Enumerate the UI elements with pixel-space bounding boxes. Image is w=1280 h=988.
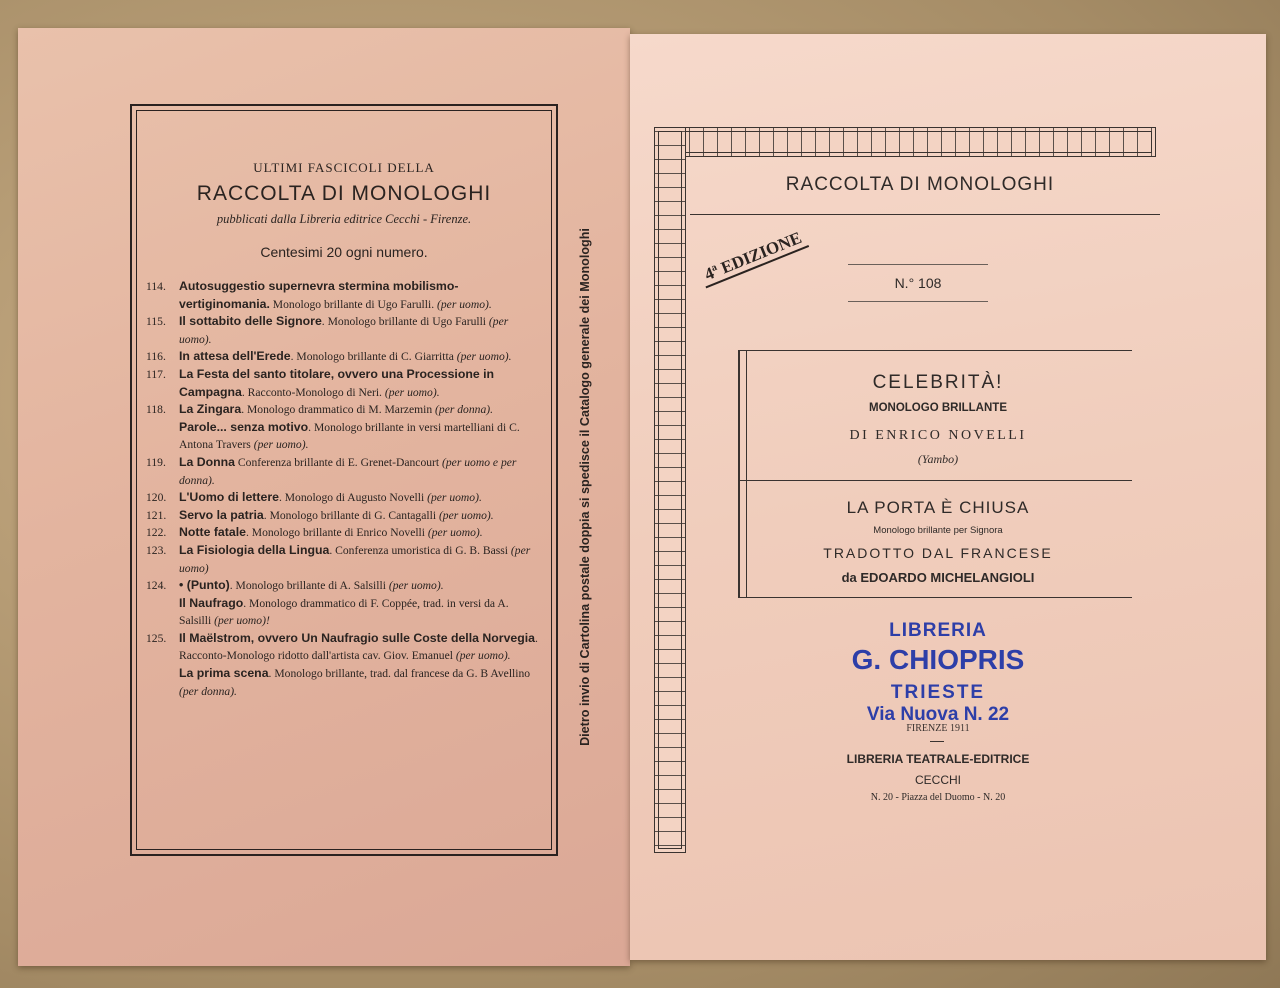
catalog-item-audience: (per uomo). bbox=[179, 315, 509, 346]
catalog-item-title: Servo la patria bbox=[179, 507, 264, 522]
catalog-title: RACCOLTA DI MONOLOGHI bbox=[196, 182, 492, 205]
catalog-item bbox=[146, 313, 540, 348]
catalog-item-title: Notte fatale bbox=[179, 525, 246, 540]
catalog-item-title: In attesa dell'Erede bbox=[179, 349, 291, 364]
catalog-item-audience: (per uomo). bbox=[385, 579, 444, 593]
catalog-item-desc: . Monologo drammatico di M. Marzemin bbox=[241, 403, 433, 417]
catalog-list bbox=[146, 278, 540, 700]
stamp-city: TRIESTE bbox=[890, 682, 986, 703]
catalog-item-title: • (Punto) bbox=[179, 578, 230, 593]
catalog-item bbox=[146, 595, 540, 630]
catalog-item bbox=[146, 348, 540, 366]
catalog-item-audience: (per uomo e per donna). bbox=[179, 455, 517, 487]
work1-author: DI ENRICO NOVELLI bbox=[849, 428, 1027, 443]
issue-number: N.° 108 bbox=[848, 264, 988, 302]
catalog-item-desc: . Monologo brillante in versi martelliani di C. Antona Travers bbox=[179, 420, 520, 452]
catalog-item-title: Il sottabito delle Signore bbox=[179, 314, 322, 329]
catalog-item-audience: (per donna). bbox=[432, 403, 493, 417]
catalog-frame bbox=[130, 104, 558, 856]
catalog-item-title: La Zingara bbox=[179, 402, 242, 417]
catalog-price: Centesimi 20 ogni numero. bbox=[260, 244, 428, 260]
catalog-item-audience: (per donna). bbox=[179, 684, 237, 698]
side-note bbox=[573, 128, 597, 846]
catalog-item-desc: Monologo brillante di Ugo Farulli. bbox=[269, 297, 435, 311]
catalog-item-title: L'Uomo di lettere bbox=[179, 490, 279, 505]
catalog-item-number: 114. bbox=[146, 280, 166, 293]
catalog-item-title: La Festa del santo titolare, ovvero una Processione in Campagna bbox=[179, 366, 495, 399]
catalog-item-number: 117. bbox=[146, 367, 166, 381]
work2-title: LA PORTA È CHIUSA bbox=[846, 498, 1030, 517]
catalog-item-desc: . Monologo brillante di Ugo Farulli bbox=[321, 315, 487, 329]
catalog-item-desc: . Racconto-Monologo ridotto dall'artista cav. Giov. Emanuel bbox=[179, 631, 538, 663]
catalog-item-desc: . Monologo brillante di A. Salsilli bbox=[229, 579, 386, 593]
catalog-item-number: 125. bbox=[146, 631, 167, 645]
work1-subtitle: MONOLOGO BRILLANTE bbox=[869, 402, 1007, 414]
work1-pseudonym: (Yambo) bbox=[917, 452, 959, 466]
catalog-item-audience: (per uomo). bbox=[381, 385, 440, 399]
catalog-item bbox=[146, 419, 540, 454]
ornamental-border-top bbox=[654, 127, 1156, 157]
catalog-item bbox=[146, 507, 540, 525]
catalog-item-desc: . Monologo drammatico di F. Coppée, trad. in versi da A. Salsilli bbox=[179, 596, 509, 628]
catalog-item-audience: (per uomo) bbox=[179, 543, 531, 575]
catalog-item-desc: . Monologo brillante, trad. dal francese da G. B Avellino bbox=[268, 667, 531, 681]
catalog-item-audience: (per uomo). bbox=[436, 508, 494, 522]
work2-subtitle: Monologo brillante per Signora bbox=[873, 525, 1003, 536]
catalog-item-audience: (per uomo). bbox=[425, 526, 483, 540]
catalog-item-number: 118. bbox=[146, 403, 166, 417]
catalog-item-number: 120. bbox=[146, 491, 167, 505]
publisher-name: CECCHI bbox=[914, 773, 961, 787]
catalog-item-audience: (per uomo). bbox=[452, 649, 511, 663]
works-box-divider bbox=[738, 480, 1132, 481]
stamp-address: Via Nuova N. 22 bbox=[866, 704, 1010, 725]
ornamental-border-left bbox=[654, 127, 686, 853]
series-title: RACCOLTA DI MONOLOGHI bbox=[785, 174, 1055, 195]
catalog-item-audience: (per uomo). bbox=[424, 491, 482, 505]
catalog-item-number: 123. bbox=[146, 543, 167, 557]
catalog-item-desc: Conferenza brillante di E. Grenet-Dancourt bbox=[235, 455, 440, 469]
catalog-item bbox=[146, 542, 540, 577]
catalog-item-audience: (per uomo)! bbox=[211, 614, 270, 628]
catalog-header-small: ULTIMI FASCICOLI DELLA bbox=[253, 160, 435, 175]
separator-dash bbox=[930, 741, 944, 742]
catalog-item bbox=[146, 665, 540, 700]
work2-translated: TRADOTTO DAL FRANCESE bbox=[823, 545, 1053, 561]
catalog-item bbox=[146, 401, 540, 419]
place-year: FIRENZE 1911 bbox=[906, 723, 970, 734]
work1-title: CELEBRITÀ! bbox=[872, 372, 1004, 393]
work2-translator: da EDOARDO MICHELANGIOLI bbox=[841, 570, 1035, 585]
works-box-top-rule bbox=[738, 350, 1132, 351]
title-rule bbox=[690, 214, 1160, 215]
catalog-item-title: Il Naufrago bbox=[179, 595, 244, 610]
catalog-item-title: La Fisiologia della Lingua bbox=[179, 542, 330, 557]
catalog-item-title: La Donna bbox=[179, 454, 236, 469]
catalog-item-number: 119. bbox=[146, 455, 166, 469]
catalog-item bbox=[146, 278, 540, 313]
catalog-item-title: La prima scena bbox=[179, 666, 269, 681]
catalog-publisher: pubblicati dalla Libreria editrice Cecchi - Firenze. bbox=[216, 212, 472, 226]
catalog-item-number: 122. bbox=[146, 526, 167, 540]
catalog-item-desc: . Monologo brillante di G. Cantagalli bbox=[263, 508, 437, 522]
catalog-item bbox=[146, 454, 540, 489]
catalog-item-number: 124. bbox=[146, 579, 167, 593]
works-box-bottom-rule bbox=[738, 597, 1132, 598]
catalog-item-audience: (per uomo). bbox=[453, 350, 512, 364]
catalog-item-title: Autosuggestio supernevra stermina mobilismo-vertiginomania. bbox=[179, 279, 459, 311]
catalog-item bbox=[146, 366, 540, 401]
edition-label: 4ª EDIZIONE bbox=[698, 226, 809, 288]
catalog-item-audience: (per uomo). bbox=[250, 438, 309, 452]
publisher: LIBRERIA TEATRALE-EDITRICE bbox=[846, 752, 1030, 766]
catalog-item-title: Parole... senza motivo bbox=[179, 419, 309, 434]
catalog-item-number: 116. bbox=[146, 350, 166, 364]
catalog-item-number: 121. bbox=[146, 508, 167, 522]
catalog-item-title: Il Maëlstrom, ovvero Un Naufragio sulle Coste della Norvegia bbox=[179, 630, 536, 645]
catalog-item-desc: . Monologo di Augusto Novelli bbox=[278, 491, 425, 505]
catalog-item bbox=[146, 630, 540, 665]
catalog-item-audience: (per uomo). bbox=[434, 297, 492, 311]
publisher-address: N. 20 - Piazza del Duomo - N. 20 bbox=[870, 792, 1006, 803]
catalog-item-number: 115. bbox=[146, 315, 166, 329]
catalog-item-desc: . Monologo brillante di Enrico Novelli bbox=[245, 526, 425, 540]
stamp-name: G. CHIOPRIS bbox=[851, 644, 1025, 675]
catalog-item-desc: . Racconto-Monologo di Neri. bbox=[241, 385, 382, 399]
stamp-libreria: LIBRERIA bbox=[889, 620, 987, 641]
catalog-item-desc: . Conferenza umoristica di G. B. Bassi bbox=[329, 543, 509, 557]
catalog-item bbox=[146, 577, 540, 595]
catalog-item-desc: . Monologo brillante di C. Giarritta bbox=[290, 350, 454, 364]
catalog-item bbox=[146, 524, 540, 542]
side-note-text: Dietro invio di Cartolina postale doppia si spedisce il Catalogo generale dei Monologhi bbox=[578, 228, 592, 746]
catalog-item bbox=[146, 489, 540, 507]
